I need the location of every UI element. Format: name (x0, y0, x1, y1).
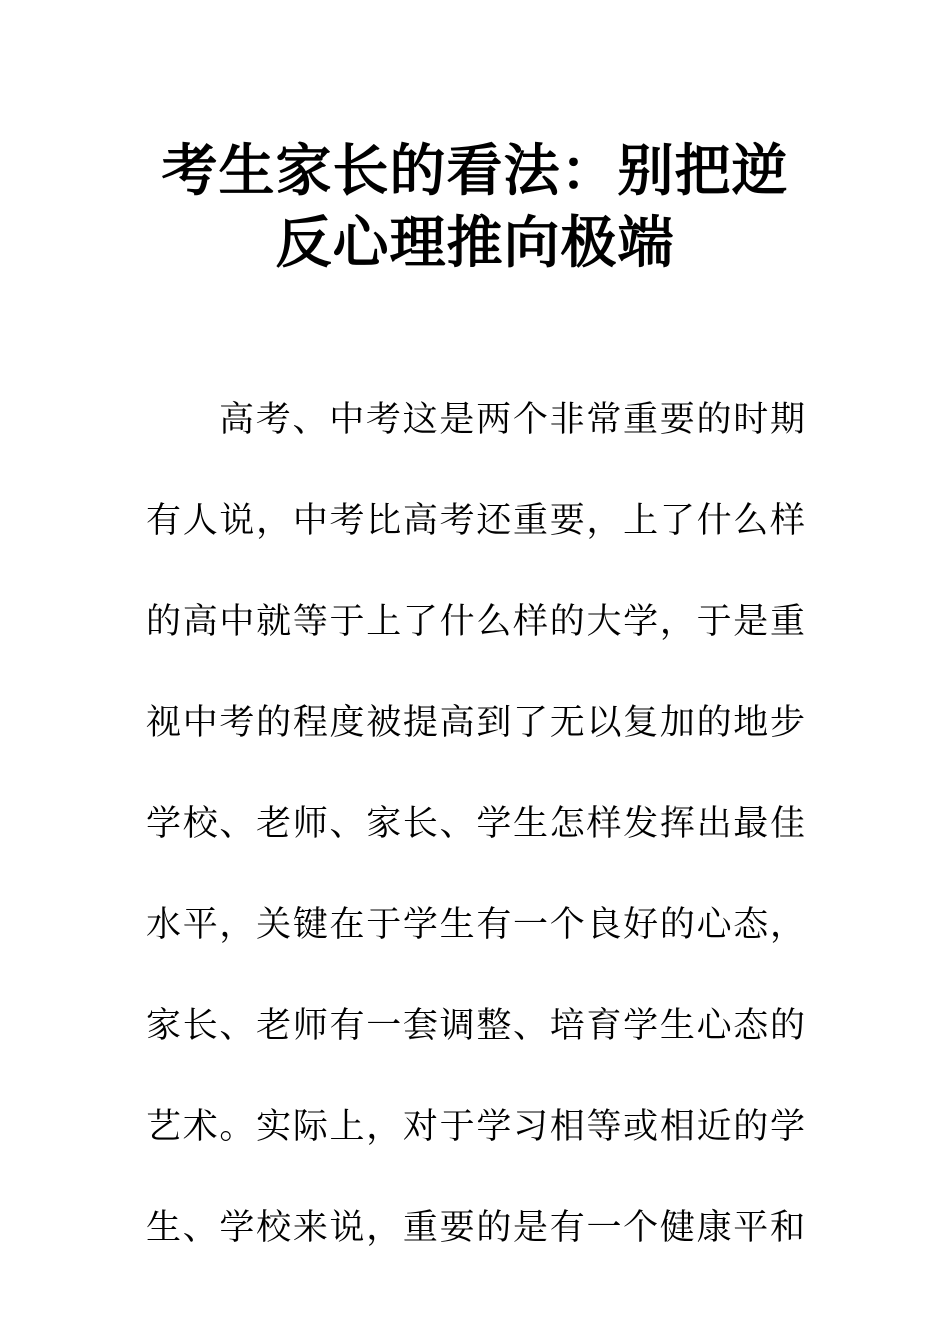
body-line: 视中考的程度被提高到了无以复加的地步 (146, 703, 806, 743)
title-line: 考生家长的看法：别把逆 (161, 139, 789, 204)
body-paragraph (146, 370, 806, 1279)
body-line: 的高中就等于上了什么样的大学，于是重 (146, 602, 806, 642)
body-line: 家长、老师有一套调整、培育学生心态的 (146, 1006, 806, 1046)
body-line: 学校、老师、家长、学生怎样发挥出最佳 (146, 804, 806, 844)
body-line: 水平，关键在于学生有一个良好的心态， (146, 905, 806, 945)
body-line: 高考、中考这是两个非常重要的时期 (219, 400, 806, 440)
body-line: 艺术。实际上，对于学习相等或相近的学 (146, 1107, 806, 1147)
page-title (140, 136, 810, 280)
body-line: 有人说，中考比高考还重要，上了什么样 (146, 501, 806, 541)
body-line: 生、学校来说，重要的是有一个健康平和 (146, 1208, 806, 1248)
title-line: 反心理推向极端 (275, 211, 675, 276)
